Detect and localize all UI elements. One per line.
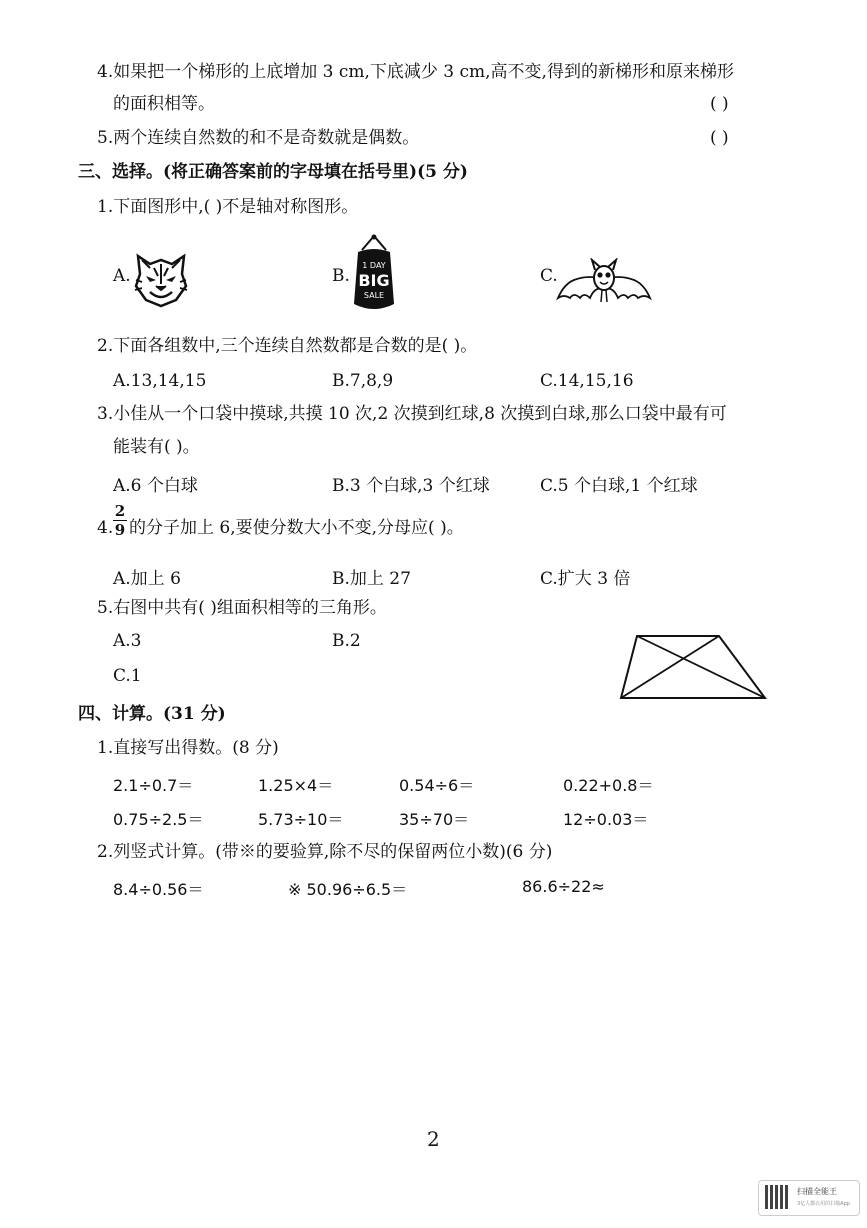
question-stem: 5.右图中共有( )组面积相等的三角形。 (97, 598, 387, 618)
scanner-tagline: 3亿人都在用的扫描App (797, 1201, 850, 1207)
vertical-calc-item: 8.4÷0.56＝ (113, 880, 204, 899)
option-a[interactable]: A.6 个白球 (113, 476, 198, 496)
judge-q5: 5.两个连续自然数的和不是奇数就是偶数。 (97, 128, 420, 148)
calc-item: 35÷70＝ (399, 810, 470, 829)
bat-icon (556, 258, 652, 316)
option-a[interactable]: A.加上 6 (113, 569, 181, 589)
option-a[interactable]: A.3 (113, 631, 142, 651)
trapezoid-diagram (615, 628, 771, 704)
question-stem: 1.下面图形中,( )不是轴对称图形。 (97, 197, 359, 217)
calc-item: 12÷0.03＝ (563, 810, 649, 829)
option-c[interactable]: C.5 个白球,1 个红球 (540, 476, 698, 496)
qr-code-icon (765, 1185, 789, 1209)
option-c[interactable]: C.14,15,16 (540, 371, 634, 391)
judge-q4-line2: 的面积相等。 (113, 94, 215, 114)
question-stem: 的分子加上 6,要使分数大小不变,分母应( )。 (129, 518, 464, 538)
vertical-calc-item: 86.6÷22≈ (522, 877, 605, 896)
question-stem: 2.列竖式计算。(带※的要验算,除不尽的保留两位小数)(6 分) (97, 842, 553, 862)
option-b[interactable]: B.3 个白球,3 个红球 (332, 476, 490, 496)
section-heading: 三、选择。(将正确答案前的字母填在括号里)(5 分) (78, 162, 468, 182)
vertical-calc-item: ※ 50.96÷6.5＝ (288, 880, 408, 899)
fraction (113, 503, 127, 538)
bag-text: 1 DAY (362, 261, 386, 270)
section-heading: 四、计算。(31 分) (78, 704, 226, 724)
calc-item: 0.54÷6＝ (399, 776, 475, 795)
option-a-label[interactable]: A. (113, 266, 131, 286)
page-number: 2 (427, 1127, 440, 1151)
option-c-label[interactable]: C. (540, 266, 558, 286)
question-stem-line2: 能装有( )。 (113, 437, 200, 457)
scanner-brand (797, 1186, 850, 1210)
option-a[interactable]: A.13,14,15 (113, 371, 207, 391)
tiger-face-icon (132, 250, 190, 308)
calc-item: 0.22+0.8＝ (563, 776, 654, 795)
option-b[interactable]: B.2 (332, 631, 361, 651)
option-c[interactable]: C.扩大 3 倍 (540, 569, 631, 589)
answer-paren[interactable]: ( ) (710, 128, 729, 148)
calc-item: 2.1÷0.7＝ (113, 776, 194, 795)
scanner-brand-name: 扫描全能王 (797, 1187, 837, 1196)
bag-text: SALE (363, 291, 385, 300)
calc-item: 1.25×4＝ (258, 776, 334, 795)
calc-item: 0.75÷2.5＝ (113, 810, 204, 829)
option-b-label[interactable]: B. (332, 266, 350, 286)
answer-paren[interactable]: ( ) (710, 94, 729, 114)
option-c[interactable]: C.1 (113, 666, 142, 686)
judge-q4-line1: 4.如果把一个梯形的上底增加 3 cm,下底减少 3 cm,高不变,得到的新梯形和原来梯形 (97, 62, 734, 82)
fraction-numerator: 2 (114, 502, 126, 520)
fraction-denominator: 9 (114, 521, 126, 539)
option-b[interactable]: B.加上 27 (332, 569, 411, 589)
shopping-bag-icon (350, 234, 398, 318)
question-number: 4. (97, 518, 114, 538)
calc-item: 5.73÷10＝ (258, 810, 344, 829)
question-stem-line1: 3.小佳从一个口袋中摸球,共摸 10 次,2 次摸到红球,8 次摸到白球,那么口袋中最有可 (97, 404, 727, 424)
question-stem: 2.下面各组数中,三个连续自然数都是合数的是( )。 (97, 336, 478, 356)
option-b[interactable]: B.7,8,9 (332, 371, 394, 391)
bag-text: BIG (358, 271, 390, 290)
scanner-watermark (758, 1180, 860, 1216)
question-stem: 1.直接写出得数。(8 分) (97, 738, 279, 758)
